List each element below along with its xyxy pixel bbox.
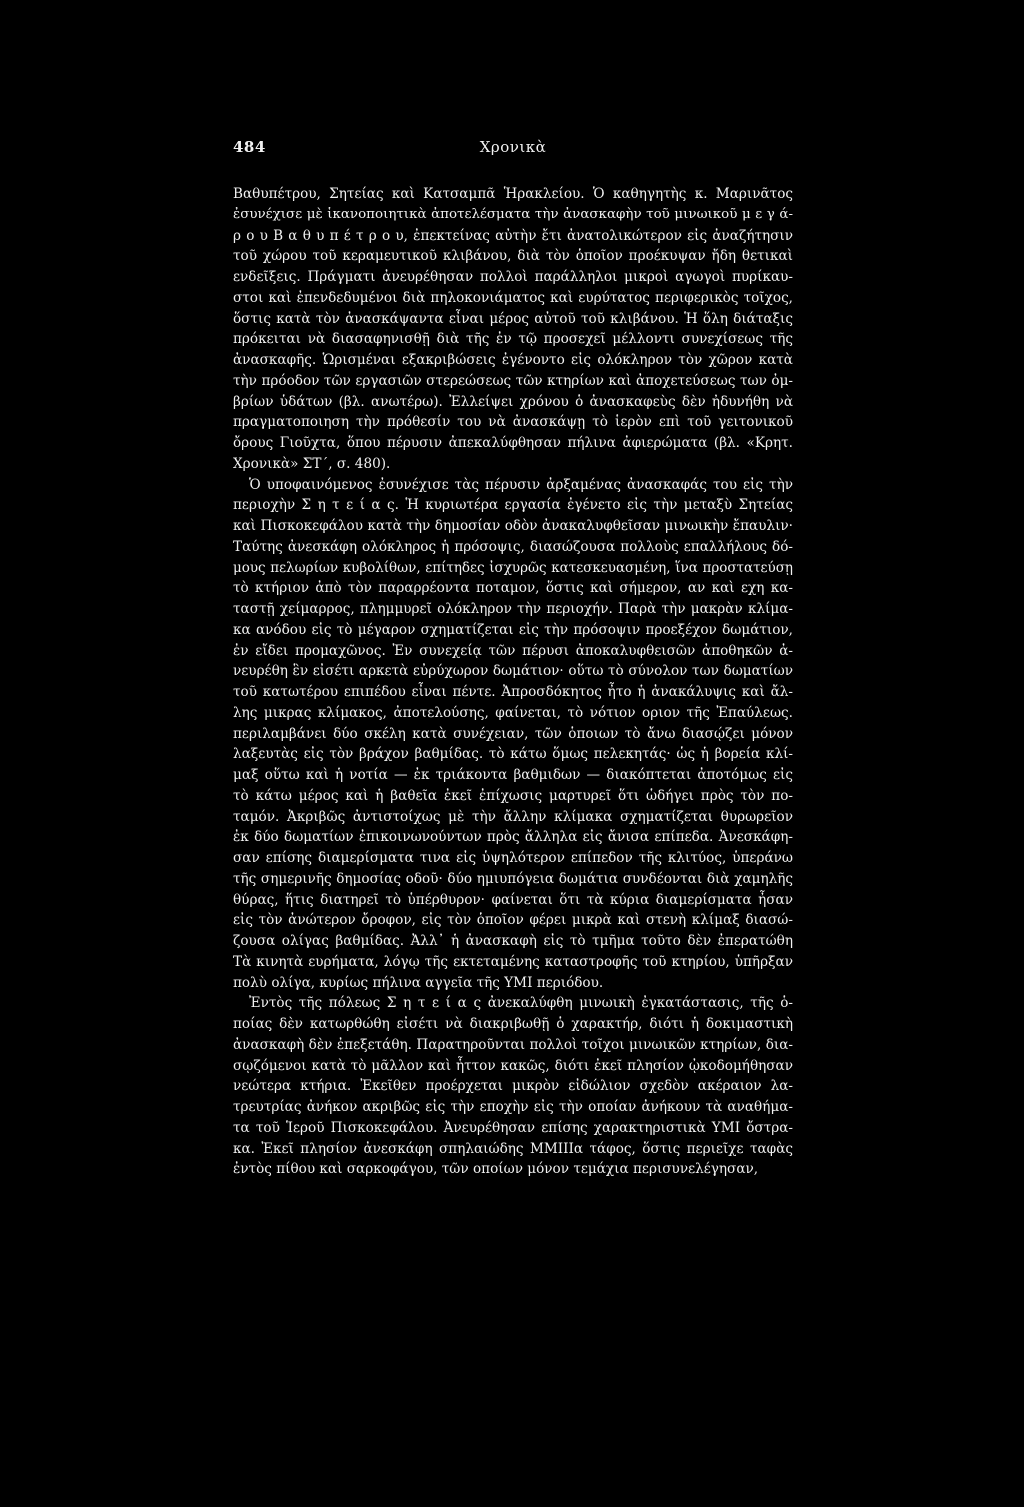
text-line: ενδεῖξεις. Πράγματι ἀνευρέθησαν πολλοὶ παράλληλοι μικροὶ αγωγοὶ πυρίκαυ- bbox=[233, 269, 793, 285]
text-line: ποίας δὲν κατωρθώθη εἰσέτι νὰ διακριβωθῇ ὁ χαρακτήρ, διότι ἡ δοκιμαστικὴ bbox=[233, 1016, 793, 1032]
text-line: Ταύτης ἀνεσκάφη ολόκληρος ἡ πρόσοψις, διασώζουσα πολλοὺς επαλλήλους δό- bbox=[233, 538, 793, 555]
text-line: ἐντὸς πίθου καὶ σαρκοφάγου, τῶν οποίων μόνον τεμάχια περισυνελέγησαν, bbox=[233, 1161, 759, 1178]
text-line: Ἐντὸς τῆς πόλεως Σ η τ ε ί α ς ἀνεκαλύφθη μινωικὴ ἐγκατάστασις, τῆς ὁ- bbox=[249, 995, 793, 1012]
text-line: ἀνασκαφὴ δὲν ἐπεξετάθη. Παρατηροῦνται πολλοὶ τοῖχοι μινωικῶν κτηρίων, δια- bbox=[233, 1036, 793, 1053]
text-line: νευρέθη ἓν εἰσέτι αρκετὰ εὐρύχωρον δωμάτιον· οὕτω τὸ σύνολον των δωματίων bbox=[233, 663, 793, 680]
text-line: Τὰ κινητὰ ευρήματα, λόγῳ τῆς εκτεταμένης καταστροφῆς τοῦ κτηρίου, ὑπῆρξαν bbox=[233, 953, 793, 970]
text-line: μους πελωρίων κυβολίθων, επίτηδες ἰσχυρῶς κατεσκευασμένη, ἵνα προστατεύσῃ bbox=[233, 559, 793, 576]
text-line: ἐσυνέχισε μὲ ἱκανοποιητικὰ ἀποτελέσματα τὴν ἀνασκαφὴν τοῦ μινωικοῦ μ ε γ ά- bbox=[233, 206, 793, 222]
text-line: ρ ο υ Β α θ υ π έ τ ρ ο υ, ἐπεκτείνας αὐτὴν ἔτι ἀνατολικώτερον εἰς ἀναζήτησιν bbox=[233, 227, 793, 244]
paragraph-vathypetro bbox=[233, 184, 793, 475]
page-number: 484 bbox=[233, 138, 266, 156]
text-line: νεώτερα κτήρια. Ἐκεῖθεν προέρχεται μικρὸν εἰδώλιον σχεδὸν ακέραιον λα- bbox=[233, 1078, 793, 1095]
text-line: Βαθυπέτρου, Σητείας καὶ Κατσαμπᾶ Ἡρακλείου. Ὁ καθηγητὴς κ. Μαρινᾶτος bbox=[233, 186, 793, 202]
text-line: Χρονικὰ» ΣΤ΄, σ. 480). bbox=[233, 455, 391, 472]
text-line: τα τοῦ Ἱεροῦ Πισκοκεφάλου. Ἀνευρέθησαν επίσης χαρακτηριστικὰ ΥΜΙ ὄστρα- bbox=[233, 1119, 793, 1136]
text-line: κα ανόδου εἰς τὸ μέγαρον σχηματίζεται εἰς τὴν πρόσοψιν προεξέχον δωμάτιον, bbox=[233, 621, 793, 638]
journal-page bbox=[233, 138, 793, 1180]
text-line: περιοχὴν Σ η τ ε ί α ς. Ἡ κυριωτέρα εργασία ἐγένετο εἰς τὴν μεταξὺ Σητείας bbox=[233, 497, 793, 514]
text-line: πρόκειται νὰ διασαφηνισθῇ διὰ τῆς ἐν τῷ προσεχεῖ μέλλοντι συνεχίσεως τῆς bbox=[233, 331, 793, 348]
text-line: στοι καὶ ἐπενδεδυμένοι διὰ πηλοκονιάματος καὶ ευρύτατος περιφερικὸς τοῖχος, bbox=[233, 289, 793, 306]
text-line: εἰς τὸν ἀνώτερον ὄροφον, εἰς τὸν ὁποῖον φέρει μικρὰ καὶ στενὴ κλίμαξ διασώ- bbox=[233, 912, 793, 929]
running-head bbox=[233, 138, 793, 168]
text-line: τὴν πρόοδον τῶν εργασιῶν στερεώσεως τῶν κτηρίων καὶ ἀποχετεύσεως των ὀμ- bbox=[233, 372, 793, 389]
text-line: περιλαμβάνει δύο σκέλη κατὰ συνέχειαν, τῶν ὁποιων τὸ ἄνω διασῴζει μόνον bbox=[233, 725, 793, 742]
text-line: ὄρους Γιοῦχτα, ὅπου πέρυσιν ἀπεκαλύφθησαν πήλινα ἀφιερώματα (βλ. «Κρητ. bbox=[233, 435, 793, 451]
text-line: θύρας, ἥτις διατηρεῖ τὸ ὑπέρθυρον· φαίνεται ὅτι τὰ κύρια διαμερίσματα ἦσαν bbox=[233, 891, 793, 908]
text-line: ἐκ δύο δωματίων ἐπικοινωνούντων πρὸς ἄλληλα εἰς ἄνισα επίπεδα. Ἀνεσκάφη- bbox=[233, 829, 793, 846]
text-line: τῆς σημερινῆς δημοσίας οδοῦ· δύο ημιυπόγεια δωμάτια συνδέονται διὰ χαμηλῆς bbox=[233, 870, 793, 887]
text-line: σῳζόμενοι κατὰ τὸ μᾶλλον καὶ ἧττον κακῶς, διότι ἐκεῖ πλησίον ᾠκοδομήθησαν bbox=[233, 1057, 793, 1074]
text-line: τὸ κτήριον ἀπὸ τὸν παραρρέοντα ποταμον, ὅστις καὶ σήμερον, αν καὶ εχη κα- bbox=[233, 580, 793, 597]
paragraph-siteia-town bbox=[233, 993, 793, 1180]
running-title: Χρονικὰ bbox=[479, 138, 547, 156]
text-line: σαν επίσης διαμερίσματα τινα εἰς ὑψηλότερον επίπεδον τῆς κλιτύος, ὑπεράνω bbox=[233, 850, 793, 866]
text-line: λαξευτὰς εἰς τὸν βράχον βαθμίδας. τὸ κάτω ὅμως πελεκητάς· ὡς ἡ βορεία κλί- bbox=[233, 746, 793, 763]
text-line: λης μικρας κλίμακος, ἀποτελούσης, φαίνεται, τὸ νότιον οριον τῆς Ἐπαύλεως. bbox=[233, 704, 793, 721]
text-line: ὅστις κατὰ τὸν ἀνασκάψαντα εἶναι μέρος αὐτοῦ τοῦ κλιβάνου. Ἡ ὅλη διάταξις bbox=[233, 310, 793, 327]
text-line: πραγματοποιηση τὴν πρόθεσίν του νὰ ἀνασκάψῃ τὸ ἱερὸν επὶ τοῦ γειτονικοῦ bbox=[233, 414, 793, 431]
text-line: ἐν εἴδει προμαχῶνος. Ἐν συνεχείᾳ τῶν πέρυσι ἀποκαλυφθεισῶν ἀποθηκῶν ἀ- bbox=[233, 642, 793, 659]
text-line: Ὁ υποφαινόμενος ἐσυνέχισε τὰς πέρυσιν ἀρξαμένας ἀνασκαφάς του εἰς τὴν bbox=[249, 476, 793, 493]
paragraph-siteia-villa bbox=[233, 475, 793, 994]
text-line: κα. Ἐκεῖ πλησίον ἀνεσκάφη σπηλαιώδης ΜΜΙΙΙα τάφος, ὅστις περιεῖχε ταφὰς bbox=[233, 1140, 793, 1157]
text-line: ζουσα ολίγας βαθμίδας. Ἀλλ᾽ ἡ ἀνασκαφὴ εἰς τὸ τμῆμα τοῦτο δὲν ἐπερατώθη bbox=[233, 933, 793, 949]
text-line: πολὺ ολίγα, κυρίως πήλινα αγγεῖα τῆς ΥΜΙ περιόδου. bbox=[233, 974, 604, 991]
text-line: καὶ Πισκοκεφάλου κατὰ τὴν δημοσίαν οδὸν ἀνακαλυφθεῖσαν μινωικὴν ἔπαυλιν· bbox=[233, 518, 793, 534]
text-line: τρευτρίας ἀνήκον ακριβῶς εἰς τὴν εποχὴν εἰς τὴν οποίαν ἀνήκουν τὰ αναθήμα- bbox=[233, 1099, 793, 1115]
text-line: ἀνασκαφῆς. Ὡρισμέναι εξακριβώσεις ἐγένοντο εἰς ολόκληρον τὸν χῶρον κατὰ bbox=[233, 352, 793, 368]
text-line: βρίων ὑδάτων (βλ. ανωτέρω). Ἐλλείψει χρόνου ὁ ἀνασκαφεὺς δὲν ἠδυνήθη νὰ bbox=[233, 393, 793, 410]
text-line: ταμόν. Ἀκριβῶς ἀντιστοίχως μὲ τὴν ἄλλην κλίμακα σχηματίζεται θυρωρεῖον bbox=[233, 808, 793, 825]
text-line: τοῦ χώρου τοῦ κεραμευτικοῦ κλιβάνου, διὰ τὸν ὁποῖον προέκυψαν ἤδη θετικαὶ bbox=[233, 248, 793, 265]
text-line: τοῦ κατωτέρου επιπέδου εἶναι πέντε. Ἀπροσδόκητος ἦτο ἡ ἀνακάλυψις καὶ ἄλ- bbox=[233, 684, 793, 700]
text-line: ταστῇ χείμαρρος, πλημμυρεῖ ολόκληρον τὴν περιοχήν. Παρὰ τὴν μακρὰν κλίμα- bbox=[233, 601, 793, 617]
article-body bbox=[233, 184, 793, 1180]
text-line: μαξ οὕτω καὶ ἡ νοτία — ἐκ τριάκοντα βαθμιδων — διακόπτεται ἀποτόμως εἰς bbox=[233, 767, 793, 783]
text-line: τὸ κάτω μέρος καὶ ἡ βαθεῖα ἐκεῖ ἐπίχωσις μαρτυρεῖ ὅτι ὡδήγει πρὸς τὸν πο- bbox=[233, 787, 793, 804]
